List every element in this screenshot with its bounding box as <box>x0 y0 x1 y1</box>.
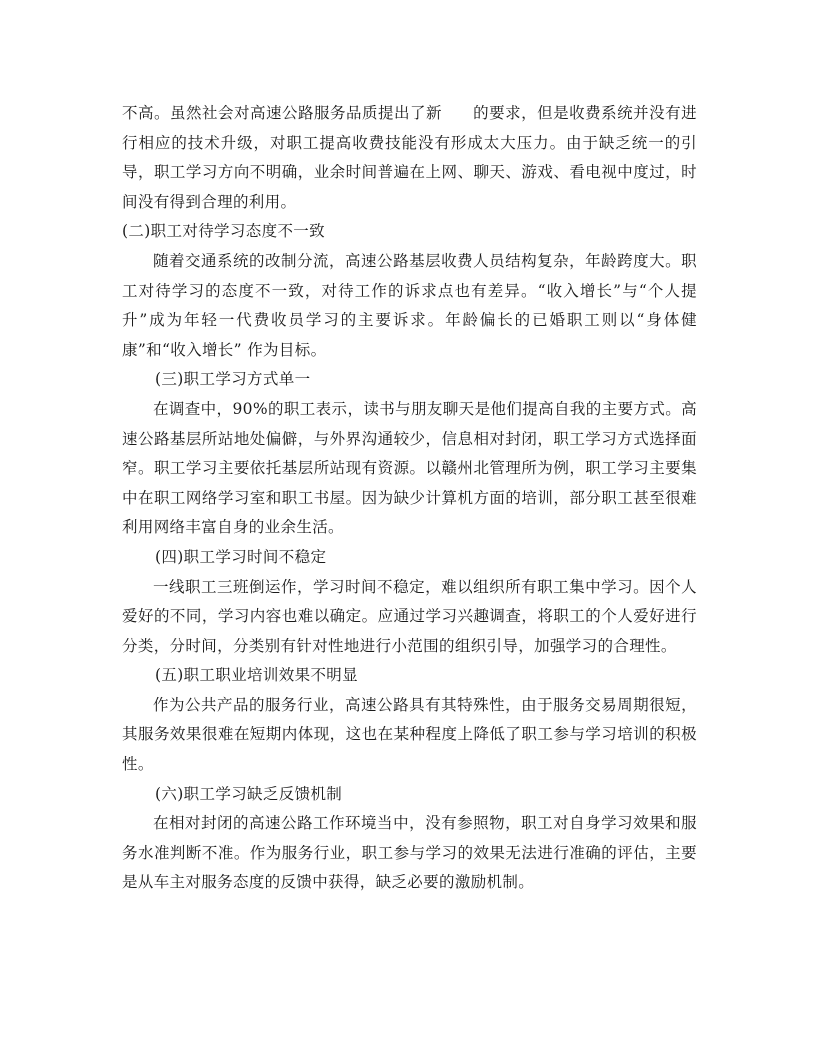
section-heading-4: (四)职工学习时间不稳定 <box>155 547 327 566</box>
section-heading-6: (六)职工学习缺乏反馈机制 <box>155 784 343 803</box>
paragraph-attitude: 随着交通系统的改制分流，高速公路基层收费人员结构复杂，年龄跨度大。职工对待学习的态度不一致，对待工作的诉求点也有差异。“收入增长”与“个人提升”成为年轻一代费收员学习的主要诉求。年龄偏长的已婚职工则以“身体健康”和“收入增长” 作为目标。 <box>122 251 697 359</box>
paragraph-continued <box>122 99 697 217</box>
paragraph-text-part-2: 的要求，但是收费系统并没有进行相应的技术升级，对职工提高收费技能没有形成太大压力。由于缺乏统一的引导，职工学习方向不明确，业余时间普遍在上网、聊天、游戏、看电视中度过，时间没有得到合理的利用。 <box>122 104 697 211</box>
section-heading-3: (三)职工学习方式单一 <box>155 370 311 389</box>
section-heading-2: (二)职工对待学习态度不一致 <box>122 222 325 241</box>
section-heading-5: (五)职工职业培训效果不明显 <box>155 666 358 685</box>
paragraph-time: 一线职工三班倒运作，学习时间不稳定，难以组织所有职工集中学习。因个人爱好的不同，学习内容也难以确定。应通过学习兴趣调查，将职工的个人爱好进行分类，分时间，分类别有针对性地进行小范围的组织引导，加强学习的合理性。 <box>122 577 697 655</box>
paragraph-feedback: 在相对封闭的高速公路工作环境当中，没有参照物，职工对自身学习效果和服务水准判断不准。作为服务行业，职工参与学习的效果无法进行准确的评估，主要是从车主对服务态度的反馈中获得，缺乏必要的激励机制。 <box>122 814 697 892</box>
paragraph-training: 作为公共产品的服务行业，高速公路具有其特殊性，由于服务交易周期很短，其服务效果很难在短期内体现，这也在某种程度上降低了职工参与学习培训的积极性。 <box>122 695 697 774</box>
document-body <box>122 99 697 898</box>
paragraph-text-part-1: 不高。虽然社会对高速公路服务品质提出了新 <box>122 104 442 122</box>
paragraph-method: 在调查中，90%的职工表示，读书与朋友聊天是他们提高自我的主要方式。高速公路基层所站地处偏僻，与外界沟通较少，信息相对封闭，职工学习方式选择面窄。职工学习主要依托基层所站现有资源。以赣州北管理所为例，职工学习主要集中在职工网络学习室和职工书屋。因为缺少计算机方面的培训，部分职工甚至很难利用网络丰富自身的业余生活。 <box>122 399 697 537</box>
